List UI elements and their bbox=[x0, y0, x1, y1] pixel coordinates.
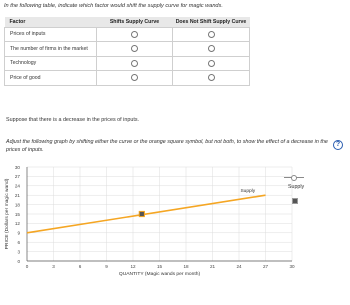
y-tick-label: 24 bbox=[14, 183, 20, 189]
radio-not-shift-number-of-firms[interactable] bbox=[208, 45, 215, 52]
supply-curve-label: Supply bbox=[240, 189, 256, 195]
factor-label: The number of firms in the market bbox=[5, 42, 97, 57]
question-text: In the following table, indicate which factor would shift the supply curve for magic wands. bbox=[4, 3, 223, 9]
x-tick-label: 24 bbox=[236, 264, 242, 269]
y-axis-title: PRICE (Dollars per magic wand) bbox=[5, 178, 10, 250]
y-tick-label: 21 bbox=[14, 193, 20, 198]
y-tick-label: 3 bbox=[17, 249, 20, 255]
radio-shifts-technology[interactable] bbox=[131, 60, 138, 67]
y-tick-label: 0 bbox=[17, 258, 20, 264]
cell-shifts bbox=[97, 56, 173, 71]
y-tick-label: 15 bbox=[14, 211, 20, 217]
header-not-shift: Does Not Shift Supply Curve bbox=[173, 17, 250, 27]
cell-not-shift bbox=[173, 71, 250, 86]
cell-not-shift bbox=[173, 56, 250, 71]
chart-labels bbox=[4, 178, 256, 277]
cell-shifts bbox=[97, 42, 173, 57]
help-icon[interactable]: ? bbox=[333, 140, 343, 150]
supply-graph bbox=[0, 160, 300, 305]
y-tick-label: 9 bbox=[17, 230, 20, 236]
x-tick-label: 6 bbox=[78, 264, 82, 269]
y-tick-label: 18 bbox=[14, 202, 20, 208]
factor-label: Price of good bbox=[5, 71, 97, 86]
x-tick-label: 0 bbox=[25, 264, 29, 269]
y-tick-label: 6 bbox=[17, 240, 20, 245]
header-factor: Factor bbox=[5, 17, 97, 27]
table-row bbox=[5, 27, 250, 42]
x-tick-label: 27 bbox=[262, 264, 269, 269]
table-header-row bbox=[5, 17, 250, 27]
table-row bbox=[5, 42, 250, 57]
radio-shifts-price-of-good[interactable] bbox=[131, 74, 138, 81]
table-row bbox=[5, 56, 250, 71]
x-tick-label: 30 bbox=[289, 264, 295, 269]
x-tick-label: 18 bbox=[183, 264, 189, 269]
grid-lines bbox=[27, 167, 292, 261]
y-tick-labels bbox=[15, 165, 21, 264]
factor-label: Prices of inputs bbox=[5, 27, 97, 42]
x-tick-label: 21 bbox=[209, 264, 216, 269]
x-tick-label: 12 bbox=[130, 264, 136, 269]
header-shifts: Shifts Supply Curve bbox=[97, 17, 173, 27]
legend-supply-label: Supply bbox=[288, 184, 305, 190]
factor-table bbox=[4, 17, 250, 86]
cell-shifts bbox=[97, 71, 173, 86]
radio-not-shift-prices-of-inputs[interactable] bbox=[208, 31, 215, 38]
radio-shifts-prices-of-inputs[interactable] bbox=[131, 31, 138, 38]
radio-not-shift-technology[interactable] bbox=[208, 60, 215, 67]
radio-shifts-number-of-firms[interactable] bbox=[131, 45, 138, 52]
cell-not-shift bbox=[173, 42, 250, 57]
instruction-text: Adjust the following graph by shifting either the curve or the orange square symbol, but not both, to show the effect of a decrease in the prices of inputs. bbox=[6, 139, 328, 153]
factor-label: Technology bbox=[5, 56, 97, 71]
y-tick-label: 12 bbox=[14, 221, 20, 227]
cell-not-shift bbox=[173, 27, 250, 42]
radio-not-shift-price-of-good[interactable] bbox=[208, 74, 215, 81]
legend-square-icon[interactable] bbox=[292, 198, 298, 204]
y-tick-label: 30 bbox=[14, 164, 20, 170]
legend-supply-handle-icon[interactable] bbox=[291, 175, 297, 181]
equilibrium-square-marker bbox=[139, 211, 144, 216]
x-axis-title: QUANTITY (Magic wands per month) bbox=[118, 272, 201, 277]
table-row bbox=[5, 71, 250, 86]
x-tick-label: 9 bbox=[105, 264, 108, 269]
y-tick-label: 27 bbox=[14, 174, 20, 180]
x-tick-label: 3 bbox=[52, 264, 55, 269]
x-tick-labels bbox=[26, 264, 295, 269]
x-tick-label: 15 bbox=[156, 264, 163, 269]
scenario-text: Suppose that there is a decrease in the prices of inputs. bbox=[6, 117, 140, 123]
cell-shifts bbox=[97, 27, 173, 42]
